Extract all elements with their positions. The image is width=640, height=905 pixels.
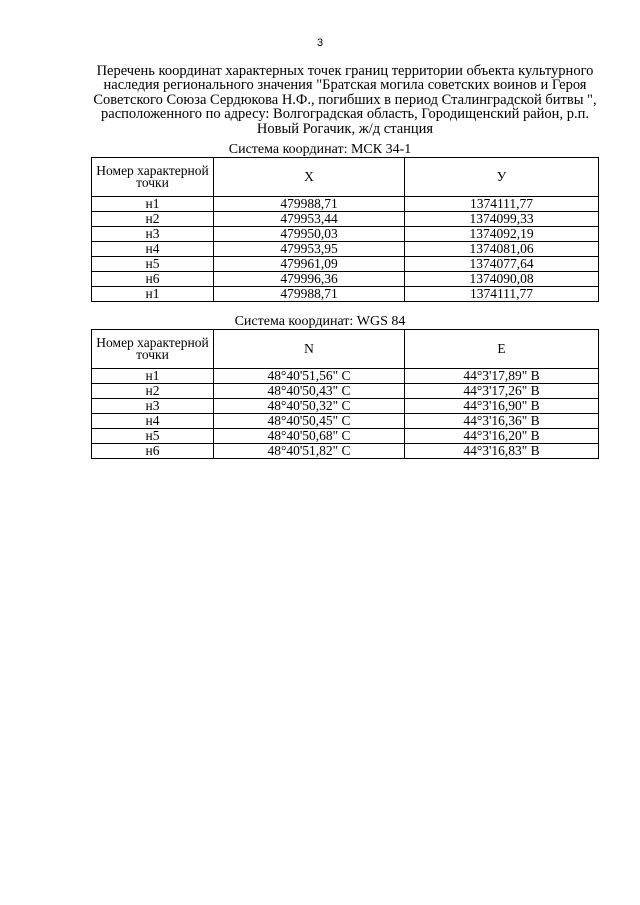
point-id-cell: н2	[92, 212, 214, 227]
longitude-cell: 44°3'16,20" В	[405, 429, 599, 444]
y-value-cell: 1374077,64	[405, 257, 599, 272]
table-msk-caption: Система координат: МСК 34-1	[228, 142, 412, 157]
point-id-cell: н3	[92, 227, 214, 242]
table-row	[92, 197, 599, 212]
page-number: 3	[316, 37, 324, 49]
latitude-cell: 48°40'50,45" С	[214, 414, 405, 429]
longitude-cell: 44°3'17,89" В	[405, 369, 599, 384]
latitude-cell: 48°40'50,32" С	[214, 399, 405, 414]
table-row	[92, 414, 599, 429]
y-value-cell: 1374081,06	[405, 242, 599, 257]
table-row	[92, 369, 599, 384]
x-value-cell: 479950,03	[214, 227, 405, 242]
y-value-cell: 1374090,08	[405, 272, 599, 287]
table-row	[92, 287, 599, 302]
point-id-cell: н1	[92, 369, 214, 384]
point-id-cell: н4	[92, 242, 214, 257]
longitude-cell: 44°3'16,36" В	[405, 414, 599, 429]
document-title: Перечень координат характерных точек границ территории объекта культурного наследия регионального значения "Братская могила советских воинов и Героя Советского Союза Сердюкова Н.Ф., погибших в период Сталинградской битвы ", расположенного по адресу: Волгоградская область, Городищенский район, р.п. Новый Рогачик, ж/д станция	[93, 63, 597, 137]
x-value-cell: 479953,44	[214, 212, 405, 227]
table-wgs-caption: Система координат: WGS 84	[234, 314, 406, 329]
coordinates-table-msk	[91, 157, 599, 302]
longitude-cell: 44°3'17,26" В	[405, 384, 599, 399]
point-id-cell: н1	[92, 287, 214, 302]
coordinates-table-wgs	[91, 329, 599, 459]
x-value-cell: 479996,36	[214, 272, 405, 287]
table-header-row	[92, 158, 599, 197]
table-row	[92, 272, 599, 287]
latitude-cell: 48°40'51,82" С	[214, 444, 405, 459]
column-header-point: Номер характерной точки	[92, 158, 214, 197]
column-header-y: У	[405, 158, 599, 197]
point-id-cell: н5	[92, 429, 214, 444]
latitude-cell: 48°40'50,68" С	[214, 429, 405, 444]
table-row	[92, 227, 599, 242]
table-row	[92, 257, 599, 272]
latitude-cell: 48°40'50,43" С	[214, 384, 405, 399]
x-value-cell: 479953,95	[214, 242, 405, 257]
point-id-cell: н3	[92, 399, 214, 414]
y-value-cell: 1374099,33	[405, 212, 599, 227]
table-header-row	[92, 330, 599, 369]
table-row	[92, 399, 599, 414]
y-value-cell: 1374092,19	[405, 227, 599, 242]
x-value-cell: 479988,71	[214, 287, 405, 302]
table-row	[92, 429, 599, 444]
point-id-cell: н6	[92, 272, 214, 287]
point-id-cell: н2	[92, 384, 214, 399]
longitude-cell: 44°3'16,83" В	[405, 444, 599, 459]
point-id-cell: н1	[92, 197, 214, 212]
table-row	[92, 242, 599, 257]
point-id-cell: н5	[92, 257, 214, 272]
x-value-cell: 479988,71	[214, 197, 405, 212]
point-id-cell: н4	[92, 414, 214, 429]
table-row	[92, 444, 599, 459]
table-row	[92, 384, 599, 399]
column-header-e: E	[405, 330, 599, 369]
point-id-cell: н6	[92, 444, 214, 459]
column-header-n: N	[214, 330, 405, 369]
y-value-cell: 1374111,77	[405, 197, 599, 212]
column-header-point: Номер характерной точки	[92, 330, 214, 369]
latitude-cell: 48°40'51,56" С	[214, 369, 405, 384]
table-row	[92, 212, 599, 227]
longitude-cell: 44°3'16,90" В	[405, 399, 599, 414]
x-value-cell: 479961,09	[214, 257, 405, 272]
column-header-x: X	[214, 158, 405, 197]
y-value-cell: 1374111,77	[405, 287, 599, 302]
